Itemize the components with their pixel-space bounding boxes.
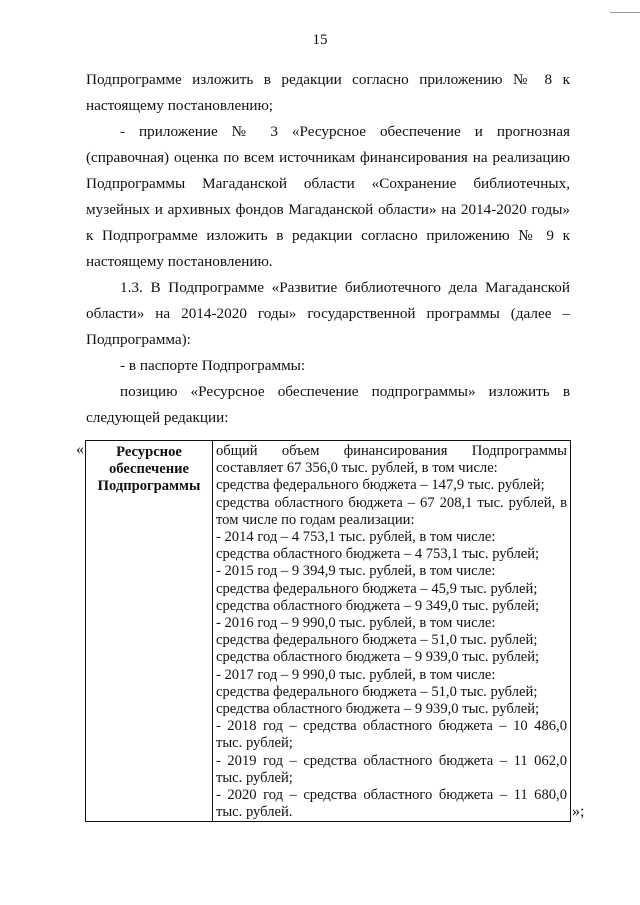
funding-year-2016: - 2016 год – 9 990,0 тыс. рублей, в том числе: xyxy=(216,615,496,632)
funding-year-2019: - 2019 год – средства областного бюджета – 11 062,0 тыс. рублей; xyxy=(216,752,567,786)
funding-line: средства федерального бюджета – 51,0 тыс. рублей; xyxy=(216,632,538,649)
resource-label-cell xyxy=(86,441,213,822)
resource-details-cell xyxy=(213,441,571,822)
funding-year-2015: - 2015 год – 9 394,9 тыс. рублей, в том числе: xyxy=(216,563,496,580)
resource-label-line: Подпрограммы xyxy=(97,478,201,495)
resource-label-line: обеспечение xyxy=(108,461,190,478)
funding-line: средства федерального бюджета – 45,9 тыс. рублей; xyxy=(216,580,538,597)
funding-year-2020: - 2020 год – средства областного бюджета – 11 680,0 тыс. рублей. xyxy=(216,787,567,821)
funding-line: средства областного бюджета – 4 753,1 тыс. рублей; xyxy=(216,546,540,563)
paragraph-position: позицию «Ресурсное обеспечение подпрограммы» изложить в следующей редакции: xyxy=(86,383,570,426)
table-open-quote: « xyxy=(76,441,84,458)
funding-total: общий объем финансирования Подпрограммы составляет 67 356,0 тыс. рублей, в том числе: xyxy=(216,443,567,477)
funding-line: средства областного бюджета – 67 208,1 тыс. рублей, в том числе по годам реализации: xyxy=(216,494,567,528)
resource-label-line: Ресурсное xyxy=(116,444,182,460)
paragraph-appendix-3: - приложение № 3 «Ресурсное обеспечение и прогнозная (справочная) оценка по всем источникам финансирования на реализацию Подпрограммы Магаданской области «Сохранение библиотечных, музейных и архивных фондов Магаданской области» на 2014-2020 годы» к Подпрограмме изложить в редакции согласно приложению № 9 к настоящему постановлению. xyxy=(86,123,570,270)
document-body xyxy=(86,67,570,431)
paragraph-continuation: Подпрограмме изложить в редакции согласно приложению № 8 к настоящему постановлению; xyxy=(86,71,570,114)
funding-line: средства областного бюджета – 9 939,0 тыс. рублей; xyxy=(216,701,540,718)
funding-line: средства федерального бюджета – 51,0 тыс. рублей; xyxy=(216,683,538,700)
page-corner-mark xyxy=(610,0,640,13)
page-number: 15 xyxy=(312,32,328,48)
funding-line: средства областного бюджета – 9 349,0 тыс. рублей; xyxy=(216,597,540,614)
paragraph-passport: - в паспорте Подпрограммы: xyxy=(120,357,306,374)
table-close-quote: »; xyxy=(572,803,585,820)
funding-line: средства федерального бюджета – 147,9 тыс. рублей; xyxy=(216,477,545,494)
resource-table xyxy=(85,440,571,822)
funding-line: средства областного бюджета – 9 939,0 тыс. рублей; xyxy=(216,649,540,666)
funding-year-2014: - 2014 год – 4 753,1 тыс. рублей, в том числе: xyxy=(216,529,496,546)
funding-year-2018: - 2018 год – средства областного бюджета – 10 486,0 тыс. рублей; xyxy=(216,718,567,752)
table-row xyxy=(86,441,571,822)
funding-year-2017: - 2017 год – 9 990,0 тыс. рублей, в том числе: xyxy=(216,666,496,683)
paragraph-section-1-3: 1.3. В Подпрограмме «Развитие библиотечного дела Магаданской области» на 2014-2020 годы» государственной программы (далее – Подпрограмма): xyxy=(86,279,570,348)
